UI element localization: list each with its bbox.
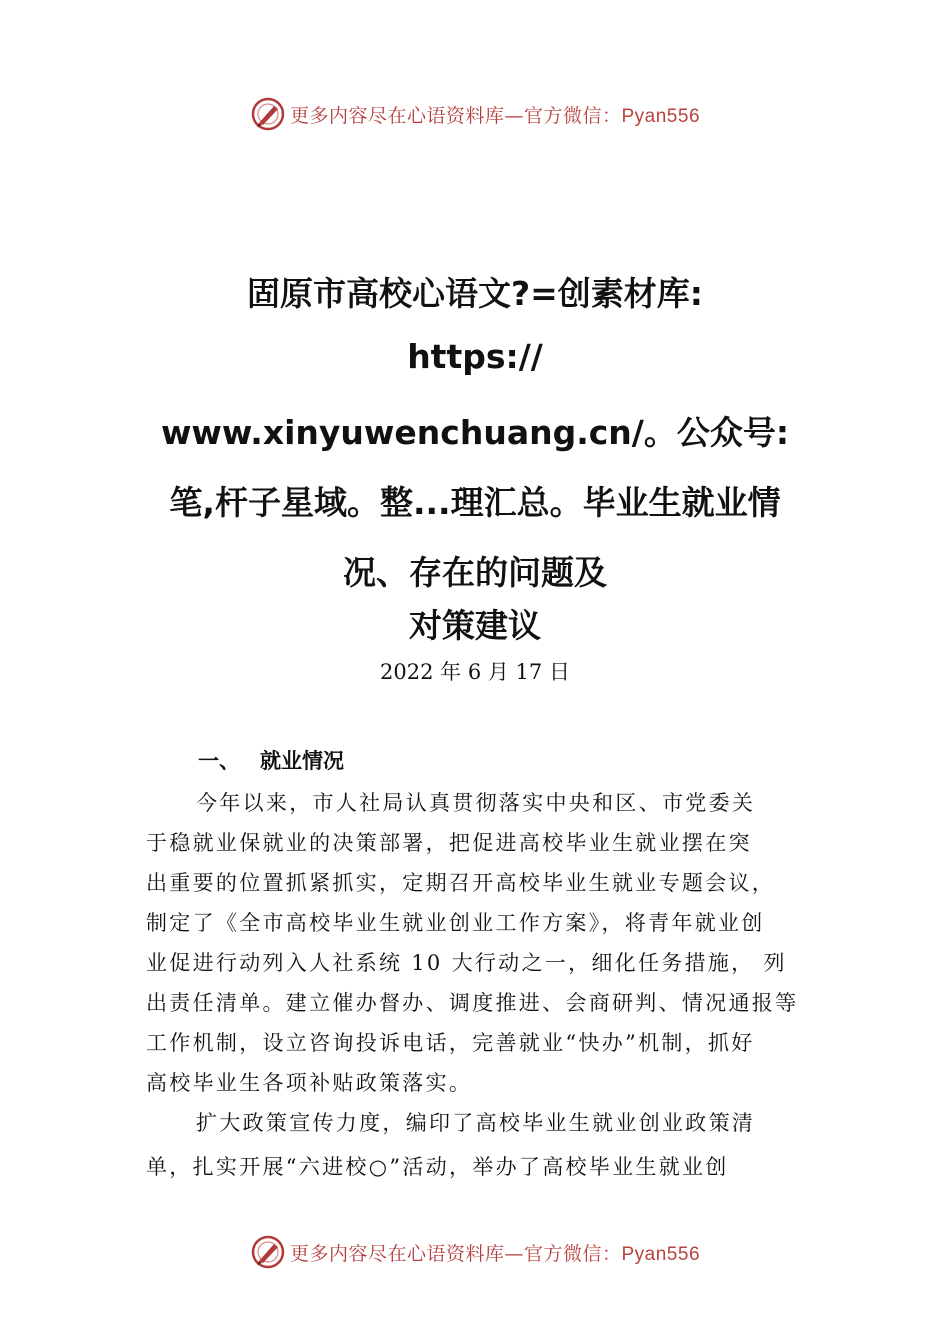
banner-wechat-id: Pyan556 (621, 1243, 701, 1265)
banner-text (290, 1239, 700, 1266)
banner-dash: — (504, 104, 524, 127)
section-heading (198, 745, 344, 775)
banner-dash: — (504, 1242, 524, 1265)
section-title: 就业情况 (260, 749, 344, 773)
footer-banner (0, 1232, 950, 1272)
paragraph-line: 单，扎实开展“六进校○”活动，举办了高校毕业生就业创 (146, 1155, 729, 1179)
paragraph-line: 今年以来，市人社局认真贯彻落实中央和区、市党委关 (196, 791, 756, 815)
paragraph-line: 业促进行动列入人社系统 10 大行动之一，细化任务措施， 列 (146, 951, 787, 975)
title-line-1: 固原市高校心语文?=创素材库: (247, 274, 703, 313)
document-date: 2022 年 6 月 17 日 (380, 660, 570, 684)
banner-text (290, 101, 700, 128)
banner-library-text: 更多内容尽在心语资料库 (289, 104, 505, 127)
title-line-6: 对策建议 (409, 606, 541, 645)
pen-logo-icon (250, 1234, 286, 1270)
banner-wechat-id: Pyan556 (621, 105, 701, 127)
banner-wechat-label: 官方微信： (523, 1242, 622, 1265)
paragraph-line: 制定了《全市高校毕业生就业创业工作方案》，将青年就业创 (146, 911, 765, 935)
title-line-4: 笔,杆子星域。整...理汇总。毕业生就业情 (169, 483, 781, 522)
section-number: 一、 (198, 749, 240, 773)
paragraph-line: 扩大政策宣传力度，编印了高校毕业生就业创业政策清 (196, 1111, 756, 1135)
paragraph-line: 于稳就业保就业的决策部署，把促进高校毕业生就业摆在突 (146, 831, 752, 855)
banner-library-text: 更多内容尽在心语资料库 (289, 1242, 505, 1265)
paragraph-line: 高校毕业生各项补贴政策落实。 (146, 1071, 473, 1095)
paragraph-line: 工作机制，设立咨询投诉电话，完善就业“快办”机制，抓好 (146, 1031, 755, 1055)
banner-wechat-label: 官方微信： (523, 104, 622, 127)
paragraph-line: 出责任清单。建立催办督办、调度推进、会商研判、情况通报等 (146, 991, 799, 1015)
header-banner (0, 94, 950, 134)
title-line-2: https:// (407, 337, 543, 376)
title-line-5: 况、存在的问题及 (343, 553, 607, 592)
paragraph-line: 出重要的位置抓紧抓实，定期召开高校毕业生就业专题会议， (146, 871, 776, 895)
title-line-3: www.xinyuwenchuang.cn/。公众号: (160, 413, 790, 452)
pen-logo-icon (250, 96, 286, 132)
